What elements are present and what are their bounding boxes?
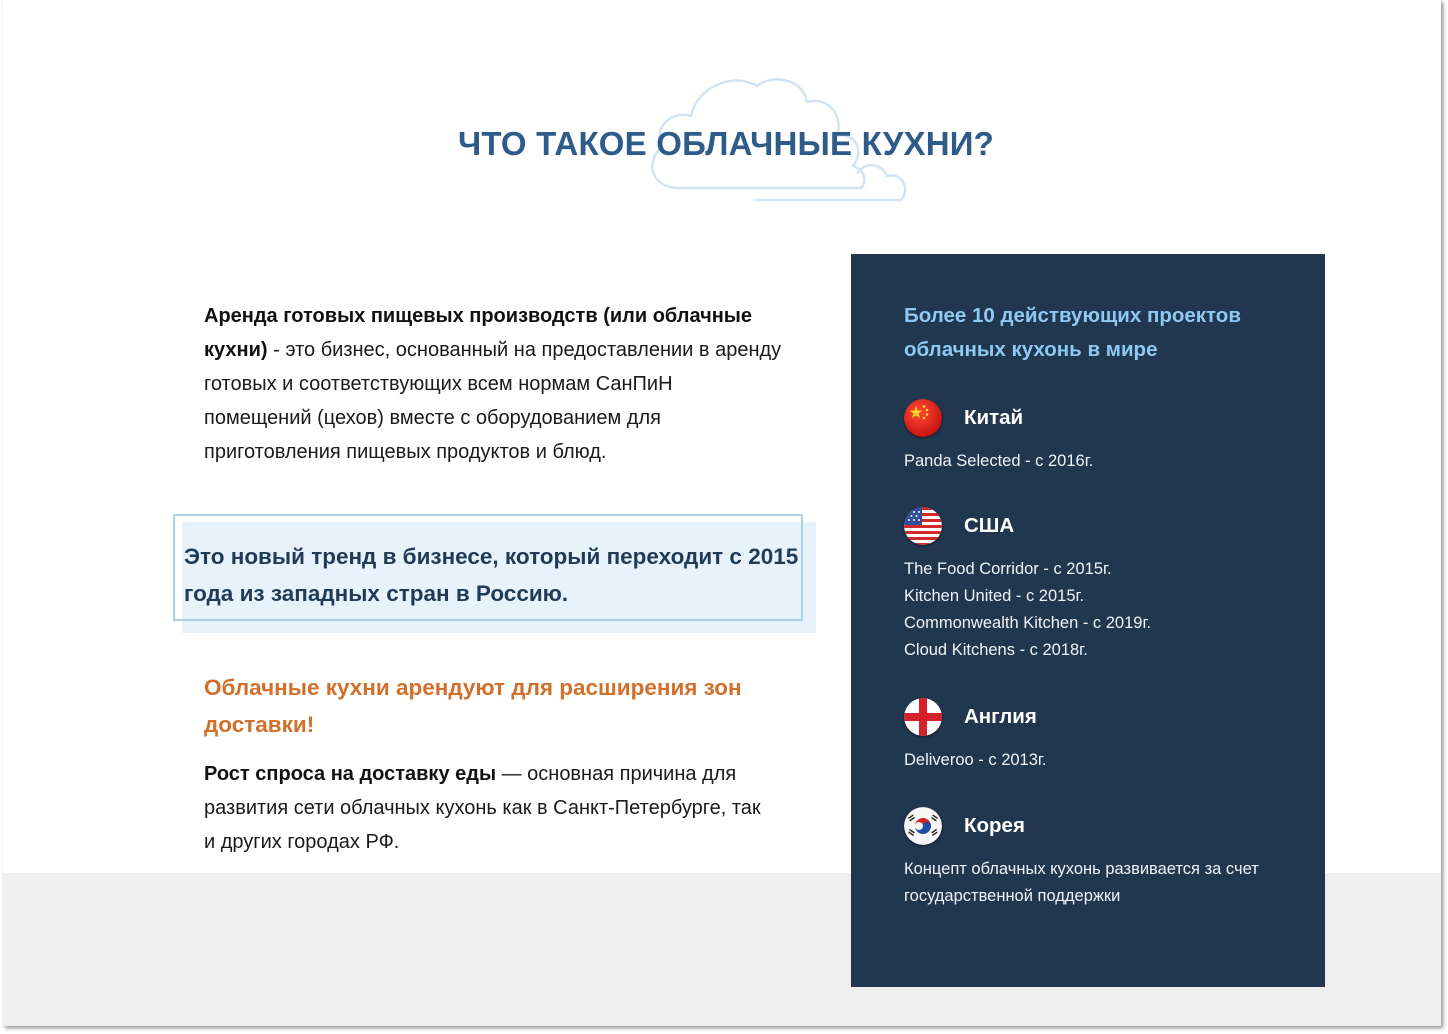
country-name: Англия [964, 705, 1037, 728]
list-item: Panda Selected - с 2016г. [904, 452, 1094, 470]
china-flag-icon [904, 399, 942, 437]
country-china [904, 398, 1314, 475]
project-list [904, 556, 1314, 664]
page [3, 0, 1441, 1026]
country-usa [904, 506, 1314, 664]
delivery-subheading: Облачные кухни арендуют для расширения зон доставки! [204, 675, 742, 737]
usa-flag-icon [904, 507, 942, 545]
korea-flag-icon [904, 807, 942, 845]
trend-callout: Это новый тренд в бизнесе, который переходит с 2015 года из западных стран в Россию. [184, 544, 799, 606]
country-england [904, 697, 1314, 774]
projects-panel [851, 254, 1325, 987]
project-list [904, 747, 1314, 774]
list-item: Cloud Kitchens - с 2018г. [904, 641, 1088, 659]
demand-text: — основная причина для развития сети облачных кухонь как в Санкт-Петербурге, так и других городах РФ. [204, 763, 761, 853]
intro-bold: Аренда готовых пищевых производств (или облачные кухни) [204, 305, 752, 361]
list-item: Концепт облачных кухонь развивается за счет государственной поддержки [904, 860, 1259, 905]
project-list [904, 448, 1314, 475]
list-item: Deliveroo - с 2013г. [904, 751, 1047, 769]
project-list [904, 856, 1314, 910]
demand-paragraph [204, 757, 764, 859]
country-korea [904, 806, 1314, 910]
country-name: Китай [964, 406, 1024, 429]
intro-text: - это бизнес, основанный на предоставлении в аренду готовых и соответствующих всем нормам СанПиН помещений (цехов) вместе с оборудованием для приготовления пищевых продуктов и блюд. [204, 339, 782, 463]
list-item: Commonwealth Kitchen - с 2019г. [904, 614, 1152, 632]
intro-paragraph [204, 299, 784, 469]
demand-bold: Рост спроса на доставку еды [204, 763, 497, 785]
panel-title: Более 10 действующих проектов облачных кухонь в мире [904, 304, 1241, 361]
country-name: США [964, 514, 1015, 537]
england-flag-icon [904, 698, 942, 736]
page-title: ЧТО ТАКОЕ ОБЛАЧНЫЕ КУХНИ? [457, 125, 994, 162]
list-item: The Food Corridor - с 2015г. [904, 560, 1112, 578]
country-name: Корея [964, 814, 1025, 837]
list-item: Kitchen United - с 2015г. [904, 587, 1085, 605]
